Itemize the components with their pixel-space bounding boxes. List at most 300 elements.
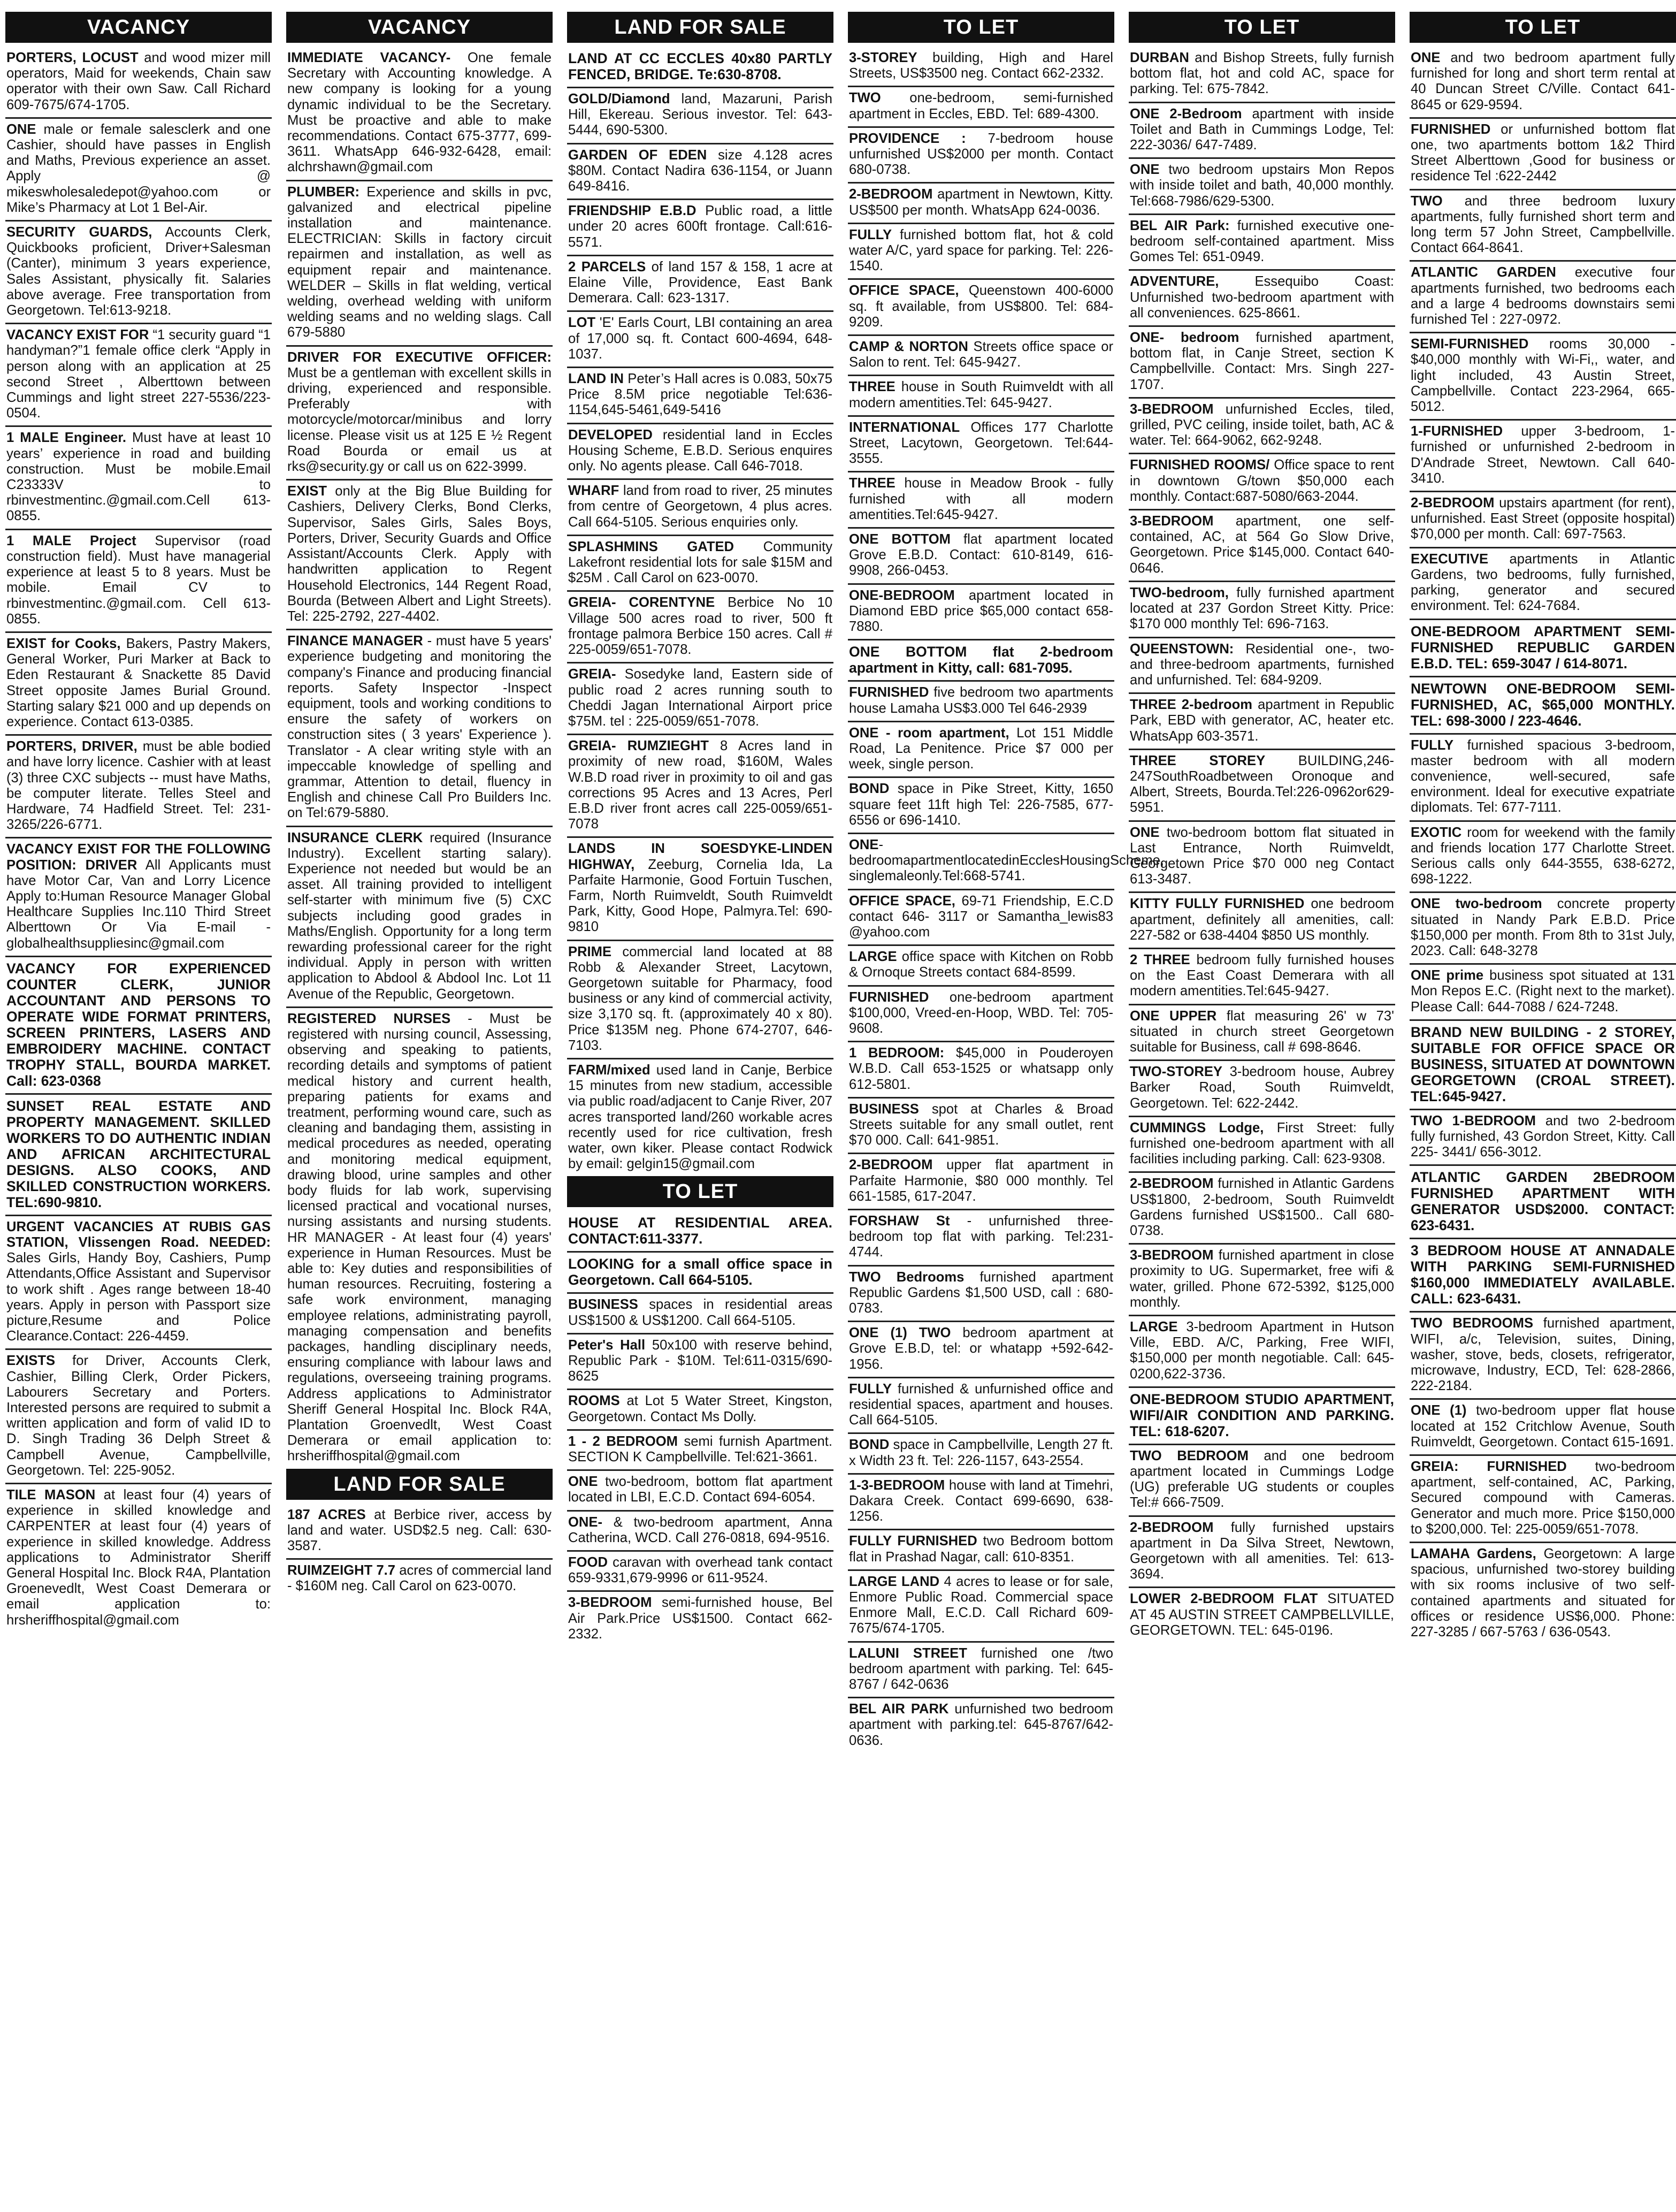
classified-ad — [1410, 1456, 1676, 1543]
ad-lead: URGENT VACANCIES AT RUBIS GAS STATION, Vlissengen Road. NEEDED: — [6, 1219, 271, 1250]
classified-ad — [1129, 454, 1395, 510]
ad-lead: BEL AIR PARK — [849, 1702, 949, 1717]
ad-text: Office space to rent in downtown G/town $50,000 each monthly. Contact:687-5080/663-2044. — [1130, 457, 1394, 504]
classified-ad — [567, 1294, 833, 1334]
ad-lead: QUEENSTOWN: — [1130, 641, 1234, 657]
ad-text: furnished apartment Republic Gardens $1,500 USD, call : 680-0783. — [849, 1269, 1113, 1316]
ad-text: 69-71 Friendship, E.C.D contact 646- 3117 or Samantha_lewis83 @yahoo.com — [849, 893, 1113, 940]
classified-ad — [1410, 965, 1676, 1021]
ad-text: and two 2-bedroom fully furnished, 43 Gordon Street, Kitty. Call 225- 3441/ 656-3012. — [1411, 1113, 1675, 1160]
ad-lead: 2-BEDROOM — [1411, 495, 1495, 511]
classified-ad — [5, 222, 272, 324]
ad-text: must be able bodied and have lorry licence. Cashier with at least (3) three CXC subjects -- must have Maths, be computer literate. Telles Steel and Hardware, 74 Hadfield Street. Tel: 231-3265/226-6771. — [6, 739, 271, 833]
ad-text: flat apartment located Grove E.B.D. Contact: 610-8149, 616-9908, 266-0453. — [849, 532, 1113, 578]
ad-text: apartment located in Diamond EBD price $65,000 contact 658-7880. — [849, 588, 1113, 635]
ad-lead: FURNISHED ROOMS/ — [1130, 457, 1270, 473]
ad-lead: ONE- — [568, 1514, 602, 1530]
classified-ad — [848, 1267, 1114, 1323]
classified-ad — [567, 838, 833, 941]
ad-text: furnished apartment, WIFI, a/c, Television, suites, Dining, washer, stove, beds, closets, refrigerator, microwave, Industry, ECD, Tel: 628-2866, 222-2184. — [1411, 1316, 1675, 1394]
ad-lead: 1 MALE Project — [6, 533, 136, 548]
ad-lead: FRIENDSHIP E.B.D — [568, 203, 697, 219]
ad-text: Essequibo Coast: Unfurnished two-bedroom apartment with all conveniences. 625-8661. — [1130, 274, 1394, 321]
classified-ad — [848, 529, 1114, 585]
ad-lead: ONE (1) — [1411, 1403, 1467, 1418]
ad-text: 8 Acres land in proximity of new road, $160M, Wales W.B.D road river in proximity to oil and gas corrections 95 Acres and 13 Acres, Perl E.B.D river front acres call 225-0059/651-7078 — [568, 738, 832, 832]
classified-ad — [1410, 262, 1676, 333]
classified-ad — [848, 946, 1114, 986]
classified-ad — [1410, 1400, 1676, 1456]
classified-ad — [1129, 159, 1395, 215]
ad-lead: ONE BOTTOM — [849, 532, 951, 547]
ad-text: room for weekend with the family and friends location 177 Charlotte Street. Serious calls only 644-3555, 638-6272, 698-1222. — [1411, 825, 1675, 887]
ad-text: apartment, one self-contained, AC, at 564 Go Slow Drive, Georgetown. Price $145,000. Contact 640-0646. — [1130, 514, 1394, 576]
classified-ad — [1410, 893, 1676, 965]
ad-lead: ONE — [568, 1474, 598, 1490]
classified-ad — [1129, 399, 1395, 455]
ad-text: fully furnished apartment located at 237 Gordon Street Kitty. Price: $170 000 monthly Tel: 696-7163. — [1130, 585, 1394, 632]
classified-ad — [848, 1378, 1114, 1435]
classified-ad — [567, 1552, 833, 1592]
ad-text: Peter’s Hall acres is 0.083, 50x75 Price 8.5M price negotiable Tel:636-1154,645-5461,649-5416 — [568, 371, 832, 418]
ad-lead: ONE 2-Bedroom — [1130, 106, 1242, 121]
ad-text: Sales Girls, Handy Boy, Cashiers, Pump Attendants,Office Assistant and Supervisor to work shift . Ages range between 18-40 years. Apply in person with Passport size picture,Resume and Police Clearance.Contact: 226-4459. — [6, 1250, 271, 1344]
ad-lead: BOND — [849, 781, 890, 797]
classified-ad — [1129, 1005, 1395, 1062]
ad-text: Offices 177 Charlotte Street, Lacytown, Georgetown. Tel:644-3555. — [849, 419, 1113, 467]
ads-list — [1129, 47, 1395, 1643]
ads-list — [286, 47, 553, 1469]
ad-text: office space with Kitchen on Robb & Ornoque Streets contact 684-8599. — [849, 949, 1113, 980]
classified-ad — [567, 256, 833, 312]
ad-text: two-bedroom apartment, self-contained, AC, Parking, Secured compound with Cameras. Generator and much more. Price $150,000 to $200,000. Tel: 225-0059/651-7078. — [1411, 1459, 1675, 1537]
ad-lead: ONE - room apartment, — [849, 725, 1009, 741]
ad-text: acres of commercial land - $160M neg. Call Carol on 623-0070. — [287, 1563, 552, 1594]
ad-text: two Bedroom bottom flat in Prashad Nagar, call: 610-8351. — [849, 1534, 1113, 1565]
classified-ad — [5, 736, 272, 838]
ad-lead: TWO 1-BEDROOM — [1411, 1113, 1536, 1128]
classified-ad — [848, 336, 1114, 376]
ad-text: 3-bedroom Apartment in Hutson Ville, EBD. A/C, Parking, Free WIFI, $150,000 per month negotiable. Call: 645-0200,622-3736. — [1130, 1319, 1394, 1382]
classified-ad — [848, 1530, 1114, 1570]
ad-lead: PORTERS, LOCUST — [6, 50, 139, 65]
ad-text: - must have 5 years' experience budgeting and monitoring the company's Finance and producing financial reports. Safety Inspector -Inspect equipment, tools and working conditions to ensure the safety of workers on construction sites ( 3 years' Experience ). Translator - A clear writing style with an impeccable knowledge of spelling and grammar, Attention to detail, fluency in English and chinese Call Pro Builders Inc. on Tel:679-5880. — [287, 634, 552, 821]
ad-lead: FINANCE MANAGER — [287, 634, 423, 649]
ad-text: - Must be registered with nursing council, Assessing, observing and speaking to patients, recording details and symptoms of patient medical history and current health, preparing patients for exams and treatment, performing wound care, such as cleaning and bandaging them, assisting in medical procedures as needed, operating and monitoring medical equipment, drawing blood, urine samples and other body fluids for lab work, supervising licensed practical and vocational nurses, nursing assistants and nursing students. HR MANAGER - At least four (4) years' experience in Human Resources. Must be able to: Key duties and responsibilities of human resources. Recruiting, fostering a safe work environment, managing employee relations, administrating payroll, managing compensation and benefits packages, handling disciplinary needs, ensuring compliance with labour laws and regulations, overseeing training programs. Address applications to Administrator Sheriff General Hospital Inc. Block R4A, Plantation Groenvedlt, West Coast Demerara or email application to: hrsheriffhospital@gmail.com — [287, 1011, 552, 1464]
ad-lead: VACANCY EXIST FOR THE FOLLOWING POSITION: DRIVER — [6, 842, 271, 873]
classified-ad — [567, 536, 833, 592]
classified-ad — [848, 1434, 1114, 1474]
ad-text: two-bedroom bottom flat situated in Last Entrance, North Ruimveldt, Georgetown Price $70 000 neg Contact 613-3487. — [1130, 825, 1394, 887]
classified-ad — [1410, 1110, 1676, 1166]
ad-text: commercial land located at 88 Robb & Alexander Street, Lacytown, Georgetown suitable for Pharmacy, food business or any kind of commercial activity, size 3,170 sq. ft. (approximately 40 x 80). Price $135M neg. Phone 674-2707, 646-7103. — [568, 944, 832, 1053]
classified-ad — [1129, 1388, 1395, 1445]
classified-ad — [848, 778, 1114, 834]
classified-ad — [286, 630, 553, 827]
ad-lead: PRIME — [568, 944, 612, 959]
ad-lead: 2 PARCELS — [568, 259, 646, 274]
ads-list — [567, 47, 833, 1176]
classified-ad — [1410, 1239, 1676, 1313]
ad-text: Experience and skills in pvc, galvanized and electrical pipeline installation and maintenance. ELECTRICIAN: Skills in factory circuit repairmen and installation, as well as equipment repair and maintenance. WELDER – Skills in flat welding, vertical welding, overhead welding with uniform welding seams and no welding slags. Call 679-5880 — [287, 184, 552, 340]
ad-lead: DRIVER FOR EXECUTIVE OFFICER: — [287, 349, 552, 365]
ad-lead: PROVIDENCE : — [849, 131, 966, 146]
ads-list — [1410, 47, 1676, 1644]
classified-ad — [1129, 1117, 1395, 1173]
ad-lead: LALUNI STREET — [849, 1645, 967, 1661]
ad-text: two bedroom upstairs Mon Repos with inside toilet and bath, 40,000 monthly. Tel:668-7986/629-5300. — [1130, 162, 1394, 209]
ad-text: -bedroomapartmentlocatedinEcclesHousingScheme, singlemaleonly.Tel:668-5741. — [849, 837, 1164, 884]
classified-ad — [1129, 949, 1395, 1005]
ad-lead: DEVELOPED — [568, 427, 653, 443]
classifieds-page — [5, 12, 1675, 2206]
classified-ad — [848, 224, 1114, 280]
classified-ad — [567, 1211, 833, 1253]
ads-list — [5, 47, 272, 1633]
ad-text: Community Lakefront residential lots for sale $15M and $25M . Call Carol on 623-0070. — [568, 539, 832, 586]
ad-text: and Bishop Streets, fully furnish bottom flat, hot and cold AC, space for parking. Tel: 675-7842. — [1130, 50, 1394, 97]
classified-ad — [848, 640, 1114, 682]
ad-text: at Lot 5 Water Street, Kingston, Georgetown. Contact Ms Dolly. — [568, 1393, 832, 1424]
ad-text: space in Pike Street, Kitty, 1650 square feet 11ft high Tel: 226-7585, 677-6556 or 696-1410. — [849, 781, 1113, 828]
classified-ad — [5, 957, 272, 1095]
classified-ad — [567, 941, 833, 1059]
classified-ad — [567, 424, 833, 480]
classified-ad — [1129, 893, 1395, 949]
classified-ad — [848, 890, 1114, 947]
ad-text: at least four (4) years of experience in skilled knowledge and CARPENTER at least four (4) years of experience in skilled knowledge. Address applications to Administrator Sheriff General Hospital Inc. Block R4A, Plantation Groenevedlt, West Coast Demerara or email application to: hrsheriffhospital@gmail.com — [6, 1488, 271, 1628]
classified-ad — [1129, 1061, 1395, 1117]
ad-text: furnished one /two bedroom apartment with parking. Tel: 645-8767 / 642-0636 — [849, 1645, 1113, 1692]
classified-ad — [567, 480, 833, 536]
ad-text: one bedroom apartment, definitely all amenities, call: 227-582 or 638-4404 $850 US monthly. — [1130, 896, 1395, 943]
ad-text: 50x100 with reserve behind, Republic Park - $10M. Tel:611-0315/690-8625 — [568, 1337, 832, 1384]
ad-lead: BUSINESS — [849, 1101, 919, 1117]
ad-text: Public road, a little under 20 acres 600ft frontage. Call:616-5571. — [568, 203, 832, 250]
ad-lead: CUMMINGS Lodge, — [1130, 1120, 1264, 1135]
ad-text: semi-furnished house, Bel Air Park.Price US$1500. Contact 662-2332. — [568, 1595, 832, 1642]
ad-lead: ONE — [1130, 825, 1160, 840]
ad-lead: ONE- bedroom — [1130, 330, 1239, 346]
classified-ad — [1129, 271, 1395, 327]
ad-text: Sosedyke land, Eastern side of public road 2 acres running south to Cheddi Jagan International Airport price $75M. tel : 225-0059/651-7078. — [568, 667, 832, 729]
ad-lead: 3 BEDROOM HOUSE AT ANNADALE WITH PARKING SEMI-FURNISHED $160,000 IMMEDIATELY AVAILABLE. CALL: 623-6431. — [1411, 1242, 1675, 1307]
classified-ad — [1410, 421, 1676, 492]
classified-ad — [848, 1475, 1114, 1531]
classified-ad — [286, 827, 553, 1008]
ad-text: Georgetown: A large spacious, unfurnished two-storey building with six rooms inclusive of two self-contained apartments and situated for offices or residence US$6,000. Phone: 227-3285 / 667-5763 / 636-0543. — [1411, 1546, 1675, 1640]
ad-lead: ONE — [1130, 162, 1160, 178]
classified-ad — [286, 1504, 553, 1560]
ad-lead: GREIA: FURNISHED — [1411, 1459, 1567, 1474]
ad-text: First Street: fully furnished one-bedroom apartment with all facilities including parking. Call: 623-9308. — [1130, 1120, 1395, 1167]
classified-ad — [1129, 1316, 1395, 1388]
ad-lead: ONE-BEDROOM STUDIO APARTMENT, WIFI/AIR CONDITION AND PARKING. TEL: 618-6207. — [1130, 1391, 1394, 1439]
classified-ad — [5, 47, 272, 119]
classified-ad — [5, 1216, 272, 1351]
ad-lead: LANDS IN SOESDYKE-LINDEN HIGHWAY, — [568, 841, 832, 872]
classified-ad — [5, 427, 272, 530]
classified-ad — [1129, 638, 1395, 695]
ad-text: Residential one-, two- and three-bedroom apartments, furnished and unfurnished. Tel: 684-9209. — [1130, 641, 1394, 688]
ad-text: land from road to river, 25 minutes from centre of Georgetown, 4 plus acres. Call 664-5105. Serious enquiries only. — [568, 483, 832, 530]
ad-lead: PORTERS, DRIVER, — [6, 739, 137, 754]
classified-ad — [567, 663, 833, 735]
classified-ad — [5, 1484, 272, 1633]
ad-text: Must be a gentleman with excellent skills in driving, experienced and responsible. Preferably with motorcycle/motorcar/minibus and lorry license. Please visit us at 125 E ½ Regent Road Bourda or email us at rks@security.gy or call us on 622-3999. — [287, 365, 552, 475]
ad-lead: HOUSE AT RESIDENTIAL AREA. CONTACT:611-3377. — [568, 1215, 832, 1247]
classified-ad — [1410, 677, 1676, 735]
ad-lead: TWO BEDROOM — [1130, 1448, 1249, 1463]
ad-lead: KITTY FULLY FURNISHED — [1130, 896, 1305, 912]
ad-text: 4 acres to lease or for sale, Enmore Public Road. Commercial space Enmore Mall, E.C.D. Call Richard 609-7675/674-1705. — [849, 1574, 1113, 1636]
ad-text: furnished in Atlantic Gardens US$1800, 2-bedroom, South Ruimveldt Gardens furnished US$1500.. Call 680-0738. — [1130, 1176, 1394, 1238]
ad-text: upstairs apartment (for rent), unfurnished. East Street (opposite hospital) $70,000 per month. Call: 697-7563. — [1411, 495, 1675, 542]
ad-lead: SUNSET REAL ESTATE AND PROPERTY MANAGEMENT. SKILLED WORKERS TO DO AUTHENTIC INDIAN AND AFRICAN ARCHITECTURAL DESIGNS. ALSO COOKS, AND SKILLED CONSTRUCTION WORKERS. TEL:690-9810. — [6, 1097, 271, 1210]
ad-lead: LARGE — [849, 949, 897, 965]
ad-lead: 2-BEDROOM — [1130, 1176, 1214, 1192]
ad-lead: GARDEN OF EDEN — [568, 147, 707, 163]
ad-lead: FOOD — [568, 1555, 608, 1570]
ad-text: unfurnished Eccles, tiled, grilled, PVC ceiling, inside toilet, bath, AC & water. Tel: 664-9062, 662-9248. — [1130, 401, 1394, 448]
ad-text: or unfurnished bottom flat one, two apartments bottom 1&2 Third Street Alberttown ,Good for business or residence Tel :622-2442 — [1411, 121, 1675, 184]
ad-text: building, High and Harel Streets, US$3500 neg. Contact 662-2332. — [849, 50, 1113, 81]
ad-lead: FURNISHED — [849, 685, 929, 700]
ad-lead: THREE — [849, 476, 896, 491]
ad-lead: GREIA- — [568, 667, 616, 682]
classified-ad — [567, 368, 833, 424]
classified-ad — [567, 1253, 833, 1294]
ad-text: house in South Ruimveldt with all modern amentities.Tel: 645-9427. — [849, 379, 1113, 410]
ad-lead: 3-BEDROOM — [1130, 1248, 1214, 1263]
ad-lead: THREE — [849, 379, 896, 395]
section-header-to-let: TO LET — [1129, 12, 1395, 43]
classified-ad — [848, 1698, 1114, 1753]
column-1 — [5, 12, 272, 2206]
ad-lead: ONE — [1411, 50, 1441, 65]
classified-ad — [848, 585, 1114, 641]
ad-text: and two bedroom apartment fully furnished for long and short term rental at 40 Duncan Street C/Ville. Contact 641-8645 or 629-9594. — [1411, 50, 1675, 112]
ad-lead: BOND — [849, 1437, 890, 1453]
classified-ad — [5, 838, 272, 957]
ad-lead: LARGE LAND — [849, 1574, 940, 1589]
ad-lead: EXIST for Cooks, — [6, 636, 121, 651]
classified-ad — [567, 735, 833, 838]
ad-text: house with land at Timehri, Dakara Creek. Contact 699-6690, 638-1256. — [849, 1477, 1113, 1524]
ad-lead: LOWER 2-BEDROOM FLAT — [1130, 1591, 1318, 1607]
section-header-land-for-sale: LAND FOR SALE — [286, 1469, 553, 1500]
ad-lead: EXISTS — [6, 1353, 56, 1369]
ad-lead: SEMI-FURNISHED — [1411, 337, 1529, 352]
ad-text: SITUATED AT 45 AUSTIN STREET CAMPBELLVILLE, GEORGETOWN. TEL: 645-0196. — [1130, 1591, 1394, 1638]
ad-text: unfurnished two bedroom apartment with parking.tel: 645-8767/642-0636. — [849, 1702, 1113, 1748]
classified-ad — [567, 1334, 833, 1391]
classified-ad — [286, 181, 553, 347]
ad-lead: ADVENTURE, — [1130, 274, 1219, 289]
ad-lead: ONE BOTTOM flat 2-bedroom apartment in Kitty, call: 681-7095. — [849, 644, 1113, 676]
classified-ad — [1129, 694, 1395, 750]
classified-ad — [848, 682, 1114, 722]
ad-text: furnished bottom flat, hot & cold water A/C, yard space for parking. Tel: 226-1540. — [849, 227, 1113, 274]
section-header-to-let: TO LET — [848, 12, 1114, 43]
ad-text: caravan with overhead tank contact 659-9331,679-9996 or 611-9524. — [568, 1555, 832, 1586]
ad-lead: OFFICE SPACE, — [849, 893, 955, 909]
ad-lead: 1-FURNISHED — [1411, 424, 1503, 439]
ad-text: - unfurnished three-bedroom top flat with parking. Tel:231-4744. — [849, 1213, 1113, 1260]
ad-lead: FULLY — [849, 1381, 892, 1397]
ad-lead: 187 ACRES — [287, 1507, 366, 1522]
section-header-vacancy: VACANCY — [286, 12, 553, 43]
ad-text: $45,000 in Pouderoyen W.B.D. Call 653-1525 or whatsapp only 612-5801. — [849, 1046, 1114, 1092]
section-header-to-let: TO LET — [1410, 12, 1676, 43]
ad-text: furnished apartment, bottom flat, in Canje Street, section K Campbellville. Contact: Mrs. Singh 227-1707. — [1130, 330, 1394, 392]
ad-lead: 1 - 2 BEDROOM — [568, 1433, 678, 1449]
classified-ad — [1129, 1517, 1395, 1589]
ad-lead: Peter's Hall — [568, 1337, 646, 1353]
ad-text: two-bedroom upper flat house located at 152 Critchlow Avenue, South Ruimveldt, Georgetown. Contact 615-1691. — [1411, 1403, 1675, 1450]
ad-lead: 3-BEDROOM — [568, 1595, 652, 1611]
ad-text: land, Mazaruni, Parish Hill, Ekereau. Serious investor. Tel: 643-5444, 690-5300. — [568, 91, 832, 138]
column-3 — [567, 12, 833, 2206]
classified-ad — [848, 987, 1114, 1043]
ad-lead: ATLANTIC GARDEN — [1411, 265, 1556, 280]
classified-ad — [1129, 1245, 1395, 1316]
ad-lead: EXIST — [287, 484, 327, 499]
ad-lead: 3-BEDROOM — [1130, 514, 1214, 529]
ad-text: of land 157 & 158, 1 acre at Elaine Ville, Providence, East Bank Demerara. Call: 623-1317. — [568, 259, 832, 306]
ad-lead: VACANCY FOR EXPERIENCED COUNTER CLERK, JUNIOR ACCOUNTANT AND PERSONS TO OPERATE WIDE FORMAT PRINTERS, SCREEN PRINTERS, LASERS AND EMBROIDERY MACHINE. CONTACT TROPHY STALL, BOURDA MARKET. Call: 623-0368 — [6, 960, 271, 1089]
classified-ad — [848, 47, 1114, 87]
classified-ad — [1410, 333, 1676, 421]
classified-ad — [848, 128, 1114, 184]
ad-text: apartments in Atlantic Gardens, two bedrooms, fully furnished, parking, generator and secured environment. Tel: 624-7684. — [1411, 551, 1675, 614]
ads-list — [286, 1504, 553, 1599]
ad-lead: TWO Bedrooms — [849, 1269, 965, 1285]
classified-ad — [1410, 735, 1676, 822]
ad-lead: TWO — [849, 90, 881, 106]
classified-ad — [1410, 119, 1676, 190]
ad-text: Accounts Clerk, Quickbooks proficient, Driver+Salesman (Canter), minimum 3 years experience, Sales Assistant, physically fit. Salaries above average. Free transportation from Georgetown. Tel:613-9218. — [6, 225, 271, 318]
classified-ad — [1129, 327, 1395, 399]
ad-lead: FARM/mixed — [568, 1062, 650, 1078]
ad-text: required (Insurance Industry). Excellent starting salary). Experience not needed but would be an asset. All training provided to intelligent self-starter with minimum five (5) CXC subjects including good grades in Maths/English. Opportunity for a long term rewarding professional career for the right individual. Apply in person with written application to Abdool & Abdool Inc. Lot 11 Avenue of the Republic, Georgetown. — [287, 830, 552, 1002]
ad-lead: TILE MASON — [6, 1488, 96, 1503]
ad-lead: LAND AT CC ECCLES 40x80 PARTLY FENCED, BRIDGE. Te:630-8708. — [568, 50, 832, 82]
classified-ad — [1410, 1313, 1676, 1400]
classified-ad — [1410, 1543, 1676, 1644]
ad-lead: LOT — [568, 315, 596, 331]
ad-lead: ONE two-bedroom — [1411, 896, 1542, 912]
ad-lead: SPLASHMINS GATED — [568, 539, 734, 554]
ad-lead: FORSHAW St — [849, 1213, 950, 1229]
classified-ad — [5, 324, 272, 427]
ad-lead: ATLANTIC GARDEN 2BEDROOM FURNISHED APARTMENT WITH GENERATOR USD$2000. CONTACT: 623-6431. — [1411, 1169, 1675, 1234]
classified-ad — [1129, 1173, 1395, 1245]
ad-text: apartment with inside Toilet and Bath in Cummings Lodge, Tel: 222-3036/ 647-7489. — [1130, 106, 1394, 153]
classified-ad — [567, 1512, 833, 1552]
ad-text: furnished apartment in close proximity to UG. Supermarket, free wifi & water, grilled. Phone 672-5392, $125,000 monthly. — [1130, 1248, 1394, 1310]
ad-lead: 2-BEDROOM — [1130, 1520, 1214, 1535]
ad-lead: FULLY — [1411, 737, 1454, 753]
classified-ad — [848, 184, 1114, 224]
ad-text: 'E' Earls Court, LBI containing an area of 17,000 sq. ft. Contact 600-4694, 648-1037. — [568, 315, 832, 362]
ad-lead: LOOKING for a small office space in Georgetown. Call 664-5105. — [568, 1256, 832, 1288]
ad-lead: VACANCY EXIST FOR — [6, 327, 149, 343]
classified-ad — [848, 1210, 1114, 1267]
classified-ad — [5, 1095, 272, 1216]
ad-lead: INSURANCE CLERK — [287, 830, 423, 845]
ad-lead: FURNISHED — [1411, 121, 1491, 137]
classified-ad — [1129, 1588, 1395, 1643]
ad-lead: 1 MALE Engineer. — [6, 430, 127, 446]
ad-lead: RUIMZEIGHT 7.7 — [287, 1563, 396, 1578]
ad-text: and one bedroom apartment located in Cummings Lodge (UG) preferable UG students or couples Tel:# 666-7509. — [1130, 1448, 1395, 1511]
ad-lead: TWO-bedroom, — [1130, 585, 1229, 600]
classified-ad — [567, 1471, 833, 1511]
classified-ad — [848, 1322, 1114, 1378]
ad-text: apartment in Newtown, Kitty. US$500 per month. WhatsApp 624-0036. — [849, 187, 1113, 218]
ad-text: executive four apartments furnished, two bedrooms each and a large 4 bedrooms downstairs semi furnished Tel : 227-0972. — [1411, 265, 1675, 327]
ad-lead: LAND IN — [568, 371, 624, 387]
classified-ad — [1129, 1445, 1395, 1517]
ad-text: rooms 30,000 - $40,000 monthly with Wi-Fi,, water, and light included, 43 Austin Street, Campbellville. Contact 223-2964, 665-5012. — [1411, 337, 1675, 415]
ad-lead: FULLY — [849, 227, 892, 242]
classified-ad — [1129, 103, 1395, 159]
ad-text: BUILDING,246-247SouthRoadbetween Oronoque and Albert, Streets, Bourda.Tel:226-0962or629-5951. — [1130, 753, 1394, 815]
classified-ad — [567, 47, 833, 88]
ad-text: One female Secretary with Accounting knowledge. A new company is looking for a young dynamic individual to be the Secretary. Must be proactive and able to make recommendations. Contact 675-3777, 699-3611. WhatsApp 646-932-6428, email: alchrshawn@gmail.com — [287, 50, 552, 175]
ad-lead: FURNISHED — [849, 989, 929, 1005]
ad-lead: CAMP & NORTON — [849, 339, 968, 355]
ad-text: furnished spacious 3-bedroom, master bedroom with all modern convenience, well-secured, safe environment. Ideal for executive expatriate diplomats. Tel: 677-7111. — [1411, 737, 1675, 815]
ad-text: size 4.128 acres $80M. Contact Nadira 636-1154, or Juann 649-8416. — [568, 147, 832, 194]
ad-lead: ONE (1) TWO — [849, 1325, 951, 1341]
ad-lead: ROOMS — [568, 1393, 620, 1409]
ad-lead: LAMAHA Gardens, — [1411, 1546, 1536, 1561]
ad-lead: 3-BEDROOM — [1130, 401, 1214, 417]
ad-text: Berbice No 10 Village 500 acres road to river, 500 ft frontage palmora Berbice 150 acres. Call # 225-0059/651-7078. — [568, 595, 833, 658]
ad-lead: ONE — [849, 837, 879, 852]
ad-lead: BEL AIR Park: — [1130, 218, 1230, 233]
classified-ad — [1410, 1166, 1676, 1239]
classified-ad — [1129, 510, 1395, 582]
classified-ad — [848, 417, 1114, 473]
classified-ad — [567, 144, 833, 201]
ad-lead: ONE — [6, 121, 36, 137]
ad-lead: 2 THREE — [1130, 952, 1190, 967]
ad-lead: FULLY FURNISHED — [849, 1534, 977, 1549]
ad-text: furnished & unfurnished office and residential spaces, apartment and houses. Call 664-5105. — [849, 1381, 1113, 1428]
ad-lead: PLUMBER: — [287, 184, 360, 200]
ad-text: Bakers, Pastry Makers, General Worker, Puri Marker at Back to Eden Restaurant & Snackette 85 David Street opposite James Burial Ground. Starting salary $21 000 and up depends on experience. Contact 613-0385. — [6, 636, 271, 729]
classified-ad — [1410, 492, 1676, 548]
ad-text: two-bedroom, bottom flat apartment located in LBI, E.C.D. Contact 694-6054. — [568, 1474, 832, 1505]
ad-lead: INTERNATIONAL — [849, 419, 960, 435]
ad-text: only at the Big Blue Building for Cashiers, Delivery Clerks, Bond Clerks, Supervisor, Sales Girls, Sales Boys, Porters, Driver, Security Guards and Office Assistant/Accounts Clerk. Apply with handwritten application to Regent Household Electronics, 144 Regent Road, Bourda (Between Albert and Light Streets). Tel: 225-2792, 227-4402. — [287, 484, 552, 624]
ad-lead: GREIA- RUMZIEGHT — [568, 738, 709, 754]
classified-ad — [567, 1059, 833, 1176]
ad-lead: 2-BEDROOM — [849, 187, 933, 202]
ad-lead: EXECUTIVE — [1411, 551, 1489, 567]
classified-ad — [286, 1560, 553, 1598]
ad-lead: ONE-BEDROOM APARTMENT SEMI-FURNISHED REPUBLIC GARDEN E.B.D. TEL: 659-3047 / 614-8071. — [1411, 623, 1675, 672]
classified-ad — [1410, 1021, 1676, 1110]
classified-ad — [5, 119, 272, 222]
ad-lead: NEWTOWN ONE-BEDROOM SEMI-FURNISHED, AC, $65,000 MONTHLY. TEL: 698-3000 / 223-4646. — [1411, 680, 1675, 729]
column-5 — [1129, 12, 1395, 2206]
classified-ad — [567, 88, 833, 144]
ad-lead: 1-3-BEDROOM — [849, 1477, 945, 1493]
